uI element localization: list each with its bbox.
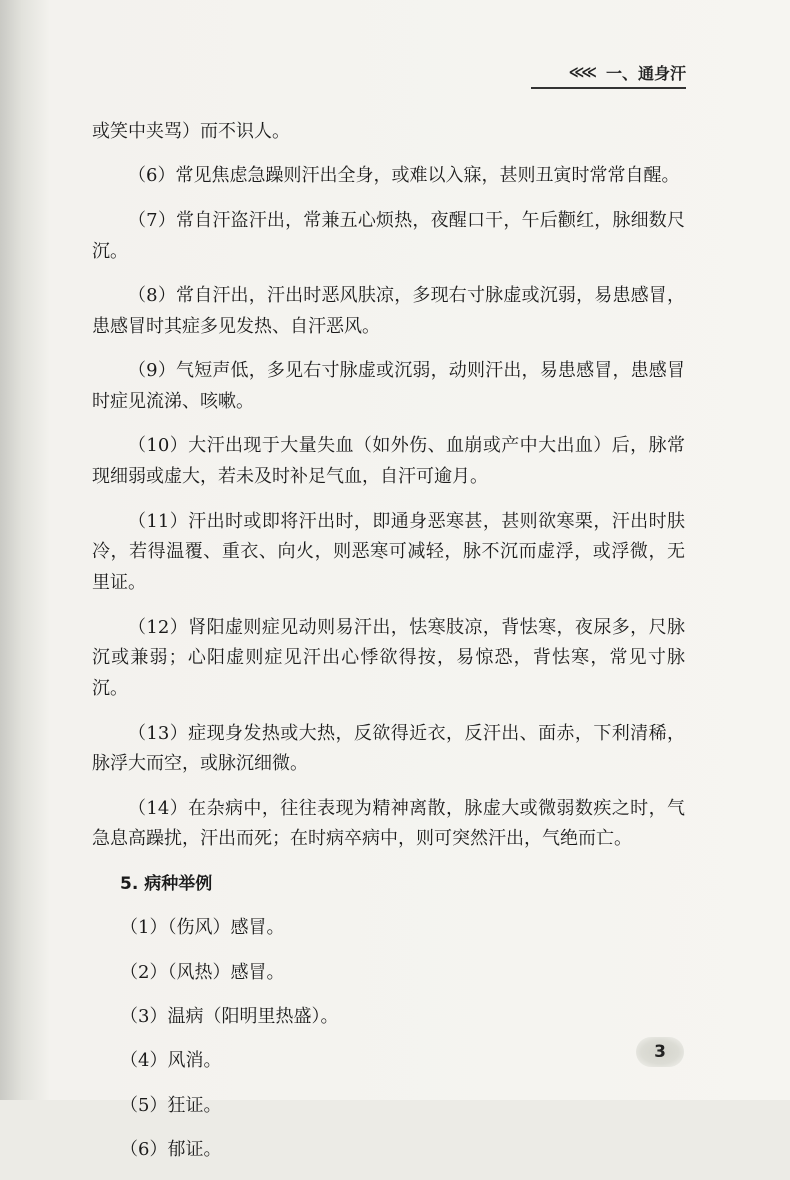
list-item: （5）狂证。	[120, 1094, 222, 1116]
paragraph-item-8: （8）常自汗出，汗出时恶风肤凉，多现右寸脉虚或沉弱，易患感冒，患感冒时其症多见发热、自汗恶风。	[92, 284, 685, 337]
paragraph-continuation: 或笑中夹骂）而不识人。	[92, 121, 290, 142]
double-chevron-icon: ≪≪	[568, 63, 594, 81]
list-item: （4）风消。	[120, 1050, 222, 1072]
list-item: （3）温病（阳明里热盛）。	[120, 1006, 339, 1028]
list-item: （1）（伤风）感冒。	[120, 917, 285, 939]
paragraph-item-11: （11）汗出时或即将汗出时，即通身恶寒甚，甚则欲寒栗，汗出时肤冷，若得温覆、重衣、向火，则恶寒可减轻，脉不沉而虚浮，或浮微，无里证。	[92, 510, 685, 594]
paragraph-item-10: （10）大汗出现于大量失血（如外伤、血崩或产中大出血）后，脉常现细弱或虚大，若未及时补足气血，自汗可逾月。	[92, 435, 685, 488]
section-heading: 5. 病种举例	[120, 873, 213, 894]
paragraph-item-7: （7）常自汗盗汗出，常兼五心烦热，夜醒口干，午后颧红，脉细数尺沉。	[92, 209, 685, 262]
page-body	[92, 117, 685, 1180]
page-number-badge	[636, 1037, 684, 1067]
header-rule	[531, 87, 686, 89]
paragraph-item-12: （12）肾阳虚则症见动则易汗出，怯寒肢凉，背怯寒，夜尿多，尺脉沉或兼弱；心阳虚则症见汗出心悸欲得按，易惊恐，背怯寒，常见寸脉沉。	[92, 616, 685, 700]
paragraph-item-6: （6）常见焦虑急躁则汗出全身，或难以入寐，甚则丑寅时常常自醒。	[128, 165, 680, 187]
chapter-title: 一、通身汗	[605, 63, 686, 83]
list-item: （2）（风热）感冒。	[120, 961, 285, 983]
paragraph-item-9: （9）气短声低，多见右寸脉虚或沉弱，动则汗出，易患感冒，患感冒时症见流涕、咳嗽。	[92, 360, 685, 412]
running-header	[531, 58, 686, 86]
page-number: 3	[654, 1042, 666, 1062]
paragraph-item-13: （13）症现身发热或大热，反欲得近衣，反汗出、面赤，下利清稀，脉浮大而空，或脉沉细微。	[92, 722, 685, 775]
list-item: （6）郁证。	[120, 1139, 222, 1161]
paragraph-item-14: （14）在杂病中，往往表现为精神离散，脉虚大或微弱数疾之时，气急息高躁扰，汗出而死；在时病卒病中，则可突然汗出，气绝而亡。	[92, 797, 685, 850]
